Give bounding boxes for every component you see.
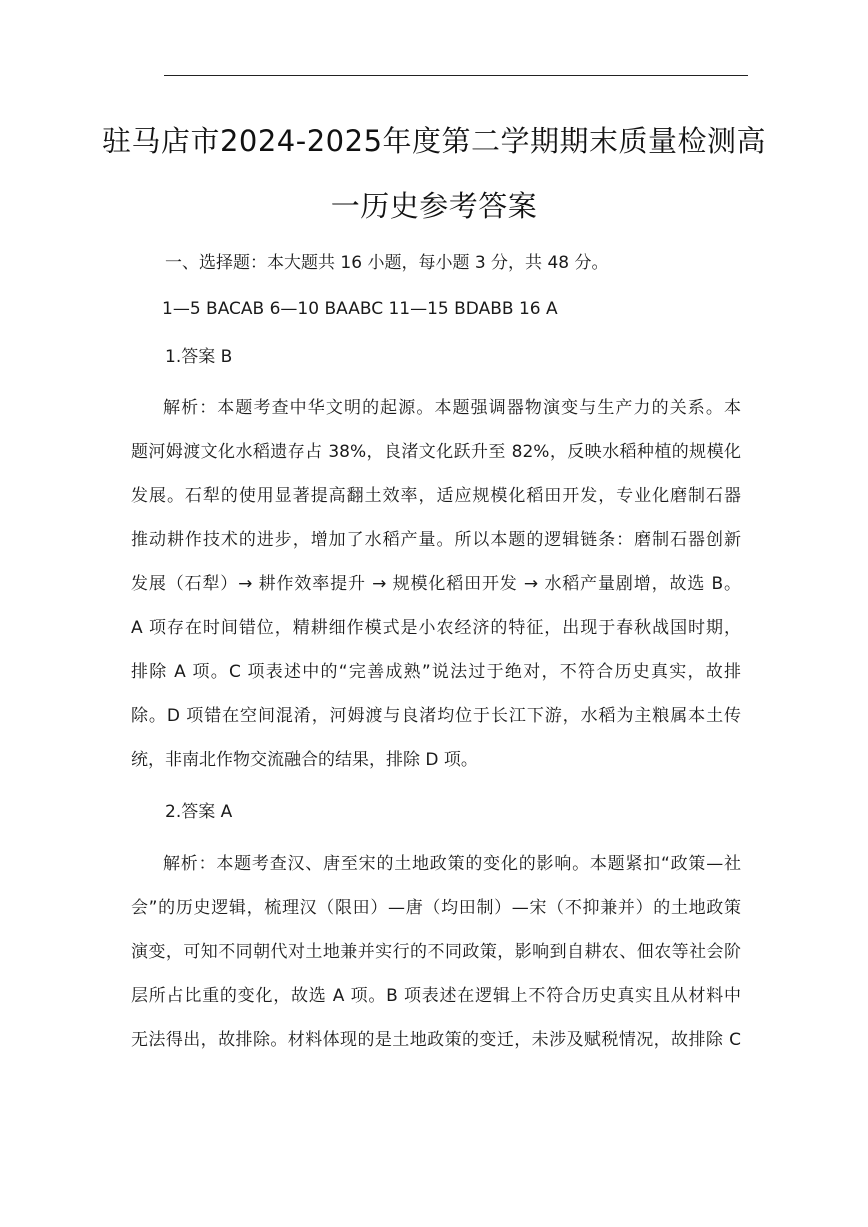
q1-analysis-line: 题河姆渡文化水稻遗存占 38%，良渚文化跃升至 82%，反映水稻种植的规模化 — [131, 442, 741, 462]
q2-analysis-line: 无法得出，故排除。材料体现的是土地政策的变迁，未涉及赋税情况，故排除 C — [131, 1030, 741, 1050]
q1-answer: 1.答案 B — [165, 347, 233, 367]
q1-analysis-line: 除。D 项错在空间混淆，河姆渡与良渚均位于长江下游，水稻为主粮属本土传 — [131, 706, 741, 726]
document-title-line-2: 一历史参考答案 — [330, 189, 538, 223]
q1-analysis-line: 发展。石犁的使用显著提高翻土效率，适应规模化稻田开发，专业化磨制石器 — [131, 486, 741, 506]
q2-analysis-line: 层所占比重的变化，故选 A 项。B 项表述在逻辑上不符合历史真实且从材料中 — [131, 986, 741, 1006]
q1-analysis-line: 统，非南北作物交流融合的结果，排除 D 项。 — [131, 750, 478, 770]
answer-key: 1—5 BACAB 6—10 BAABC 11—15 BDABB 16 A — [162, 299, 558, 319]
q2-analysis-line: 解析：本题考查汉、唐至宋的土地政策的变化的影响。本题紧扣“政策—社 — [163, 854, 741, 874]
q2-analysis-line: 会”的历史逻辑，梳理汉（限田）—唐（均田制）—宋（不抑兼并）的土地政策 — [131, 898, 741, 918]
document-title-line-1: 驻马店市2024-2025年度第二学期期末质量检测高 — [101, 124, 767, 158]
q1-analysis-line: 解析：本题考查中华文明的起源。本题强调器物演变与生产力的关系。本 — [163, 398, 741, 418]
header-rule — [164, 75, 748, 76]
q1-analysis-line: 推动耕作技术的进步，增加了水稻产量。所以本题的逻辑链条：磨制石器创新 — [131, 530, 741, 550]
q1-analysis-line: 排除 A 项。C 项表述中的“完善成熟”说法过于绝对，不符合历史真实，故排 — [131, 662, 741, 682]
section-heading: 一、选择题：本大题共 16 小题，每小题 3 分，共 48 分。 — [165, 253, 609, 273]
q1-analysis-line: A 项存在时间错位，精耕细作模式是小农经济的特征，出现于春秋战国时期， — [131, 618, 741, 638]
q1-analysis-line: 发展（石犁）→ 耕作效率提升 → 规模化稻田开发 → 水稻产量剧增，故选 B。 — [131, 574, 741, 594]
q2-answer: 2.答案 A — [165, 802, 233, 822]
q2-analysis-line: 演变，可知不同朝代对土地兼并实行的不同政策，影响到自耕农、佃农等社会阶 — [131, 942, 741, 962]
